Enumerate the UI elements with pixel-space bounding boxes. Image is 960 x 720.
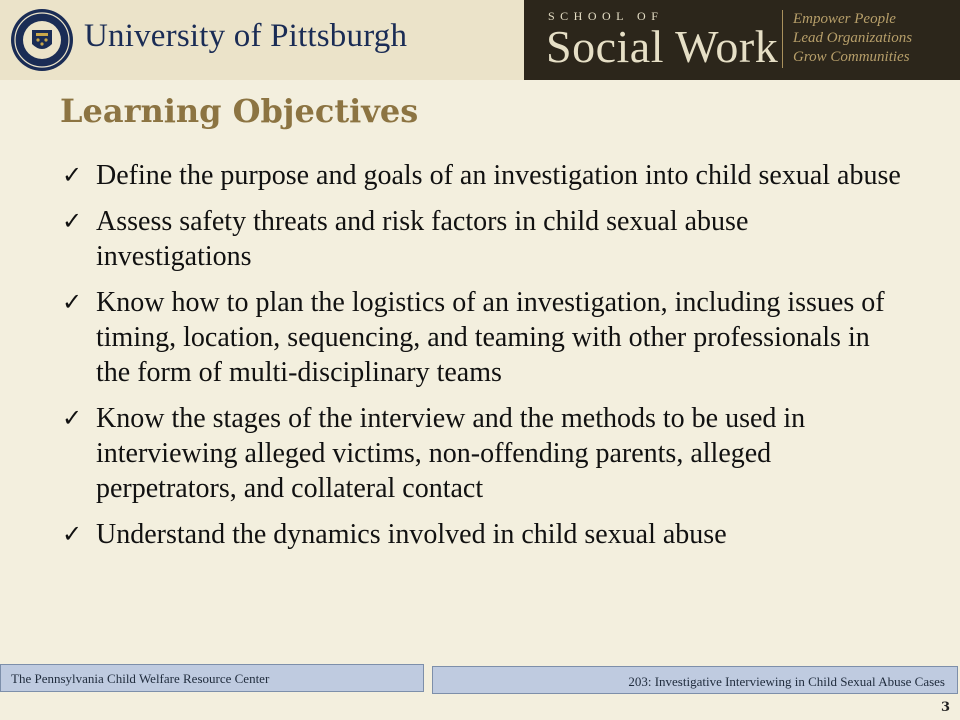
- check-icon: ✓: [62, 404, 83, 432]
- school-name: Social Work: [546, 21, 779, 72]
- objective-text: Define the purpose and goals of an investigation into child sexual abuse: [96, 160, 901, 191]
- footer-organization: [0, 664, 424, 692]
- objective-item: [60, 401, 910, 506]
- check-icon: ✓: [62, 288, 83, 316]
- objective-text: Assess safety threats and risk factors in child sexual abuse investigations: [96, 206, 749, 272]
- tagline-line: Empower People: [793, 11, 896, 27]
- tagline-divider: [782, 10, 783, 68]
- objective-item: [60, 204, 910, 274]
- university-name: University of Pittsburgh: [84, 18, 408, 54]
- footer-organization-text: The Pennsylvania Child Welfare Resource Center: [11, 671, 270, 686]
- objective-text: Know how to plan the logistics of an investigation, including issues of timing, location, sequencing, and teaming with other professionals in the form of multi-disciplinary teams: [96, 287, 885, 388]
- header-banner: [0, 0, 960, 80]
- page-number: 3: [940, 700, 950, 715]
- university-seal-icon: [10, 8, 74, 72]
- footer-course: [432, 666, 958, 694]
- slide-title: Learning Objectives: [60, 92, 419, 130]
- footer-course-text: 203: Investigative Interviewing in Child Sexual Abuse Cases: [628, 674, 945, 689]
- check-icon: ✓: [62, 161, 83, 189]
- school-of-label: SCHOOL OF: [548, 9, 664, 23]
- objective-text: Understand the dynamics involved in child sexual abuse: [96, 519, 727, 550]
- check-icon: ✓: [62, 520, 83, 548]
- objective-item: [60, 517, 910, 552]
- school-tagline: [793, 10, 953, 67]
- objective-item: [60, 158, 910, 193]
- tagline-line: Lead Organizations: [793, 30, 913, 46]
- university-banner: [0, 0, 524, 80]
- tagline-line: Grow Communities: [793, 49, 910, 65]
- objectives-list: [60, 158, 910, 563]
- objective-item: [60, 285, 910, 390]
- objective-text: Know the stages of the interview and the methods to be used in interviewing alleged victims, non-offending parents, alleged perpetrators, and collateral contact: [96, 403, 806, 504]
- check-icon: ✓: [62, 207, 83, 235]
